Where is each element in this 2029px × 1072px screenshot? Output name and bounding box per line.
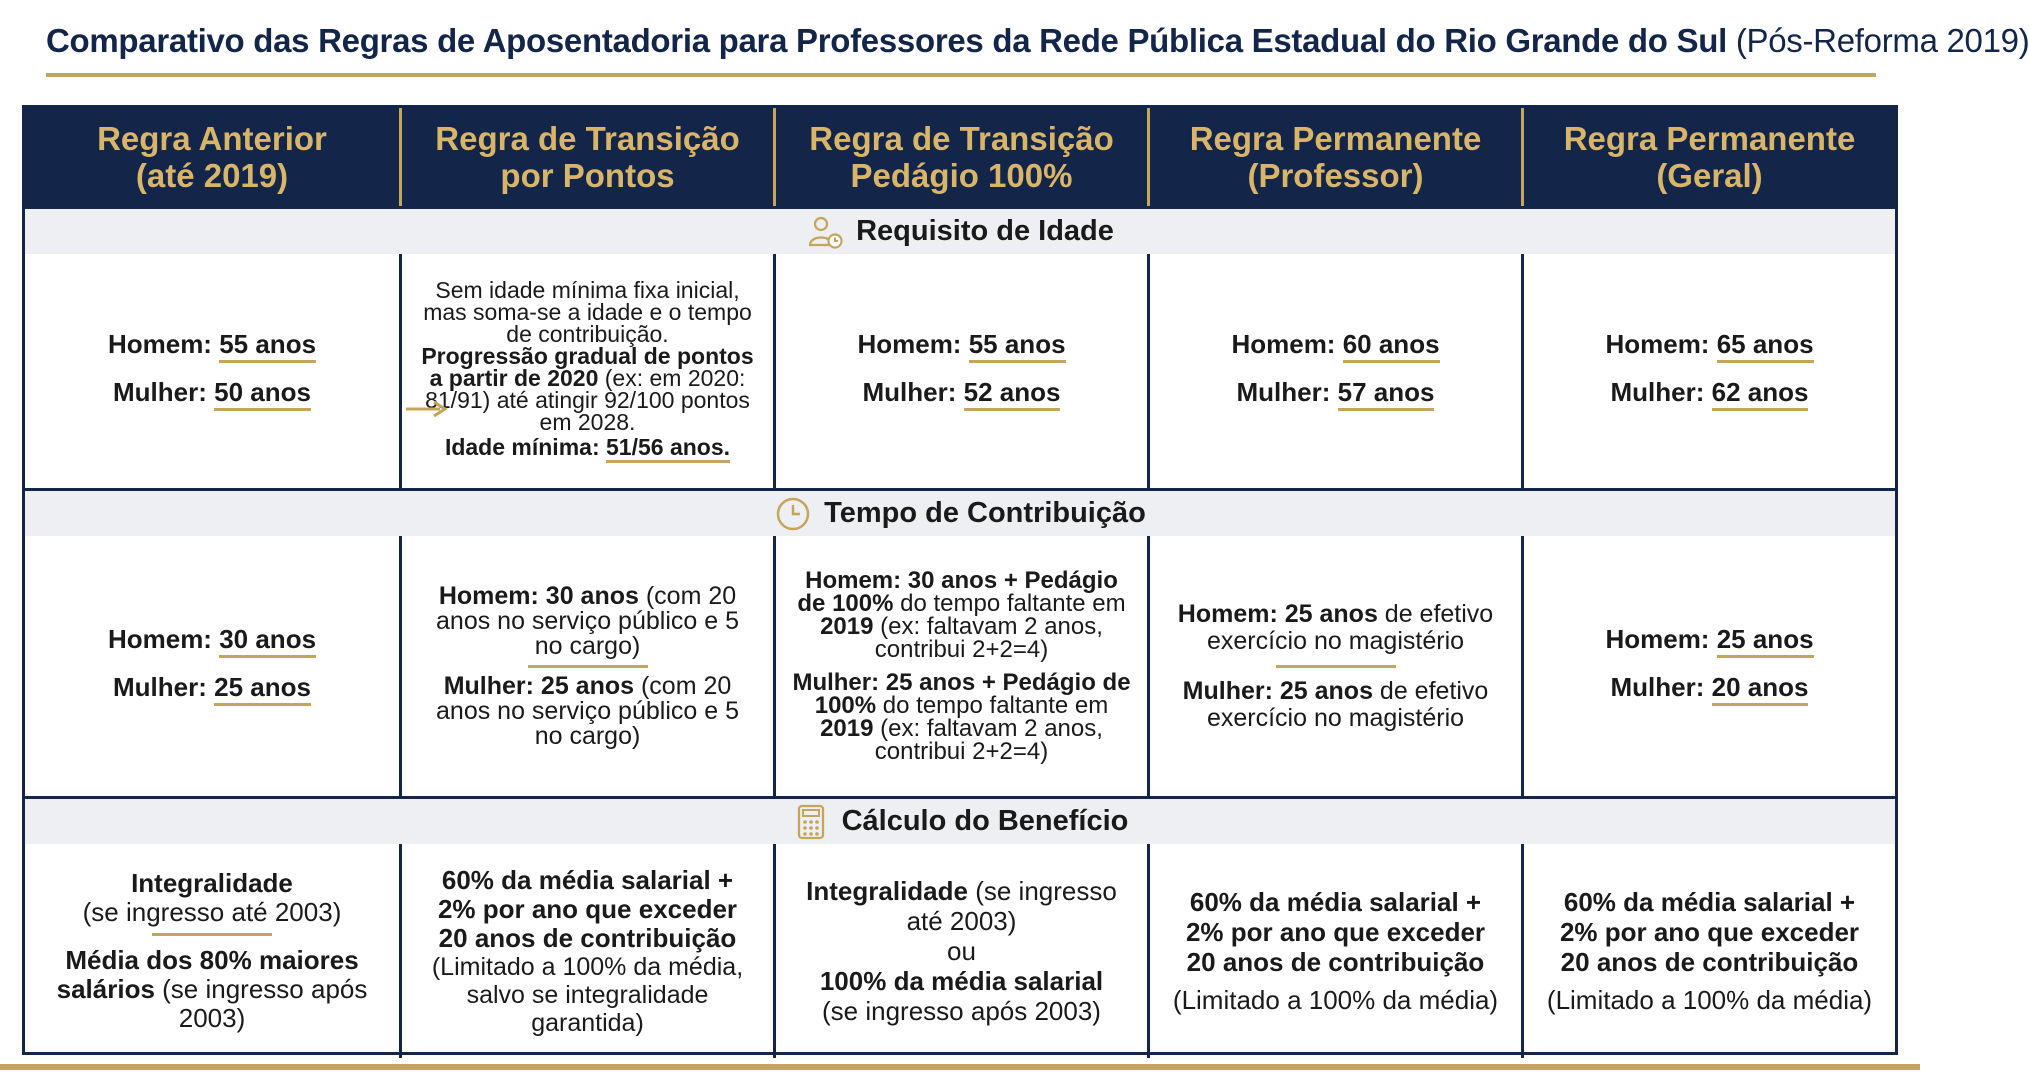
person-clock-icon bbox=[806, 213, 844, 251]
idade-permanente-professor: Homem: 60 anos Mulher: 57 anos bbox=[1147, 254, 1521, 488]
comparison-table bbox=[22, 105, 1898, 1055]
contribuicao-regra-anterior: Homem: 30 anos Mulher: 25 anos bbox=[25, 536, 399, 796]
contribuicao-transicao-pedagio: Homem: 30 anos + Pedágio de 100% do tempo faltante em 2019 (ex: faltavam 2 anos, contribui 2+2=4) Mulher: 25 anos + Pedágio de 100% do tempo faltante em 2019 (ex: faltavam 2 anos, contribui 2+2=4) bbox=[773, 536, 1147, 796]
arrow-right-icon bbox=[406, 400, 448, 418]
section-title: Tempo de Contribuição bbox=[824, 497, 1146, 529]
column-header-regra-anterior: Regra Anterior (até 2019) bbox=[25, 108, 399, 206]
title-underline bbox=[46, 73, 1876, 77]
title-subtitle: (Pós-Reforma 2019) bbox=[1735, 22, 2029, 59]
contribuicao-permanente-geral: Homem: 25 anos Mulher: 20 anos bbox=[1521, 536, 1895, 796]
idade-permanente-geral: Homem: 65 anos Mulher: 62 anos bbox=[1521, 254, 1895, 488]
section-title: Cálculo do Benefício bbox=[841, 805, 1129, 837]
idade-transicao-pontos: Sem idade mínima fixa inicial, mas soma-se a idade e o tempo de contribuição. Progressão gradual de pontos a partir de 2020 (ex: em 2020: 81/91) até atingir 92/100 pontos em 2028. Idade mínima: 51/56 anos. bbox=[399, 254, 773, 488]
section-calculo-beneficio bbox=[25, 796, 1895, 844]
column-header-transicao-pedagio: Regra de Transição Pedágio 100% bbox=[773, 108, 1147, 206]
contribuicao-permanente-professor: Homem: 25 anos de efetivo exercício no magistério Mulher: 25 anos de efetivo exercício no magistério bbox=[1147, 536, 1521, 796]
calculator-icon bbox=[792, 803, 830, 841]
calculo-permanente-professor: 60% da média salarial + 2% por ano que exceder 20 anos de contribuição (Limitado a 100% da média) bbox=[1147, 844, 1521, 1058]
calculo-permanente-geral: 60% da média salarial + 2% por ano que exceder 20 anos de contribuição (Limitado a 100% da média) bbox=[1521, 844, 1895, 1058]
column-header-permanente-geral: Regra Permanente (Geral) bbox=[1521, 108, 1895, 206]
calculo-regra-anterior: Integralidade (se ingresso até 2003) Média dos 80% maiores salários (se ingresso após 2003) bbox=[56, 868, 368, 1033]
section-tempo-contribuicao bbox=[25, 488, 1895, 536]
footer-divider bbox=[0, 1064, 1920, 1070]
page-title bbox=[46, 22, 2029, 60]
column-header-permanente-professor: Regra Permanente (Professor) bbox=[1147, 108, 1521, 206]
calculo-transicao-pedagio: Integralidade (se ingresso até 2003) ou 100% da média salarial (se ingresso após 2003) bbox=[773, 844, 1147, 1058]
idade-transicao-pedagio: Homem: 55 anos Mulher: 52 anos bbox=[773, 254, 1147, 488]
section-requisito-idade bbox=[25, 206, 1895, 254]
clock-icon bbox=[774, 495, 812, 533]
idade-regra-anterior: Homem: 55 anos Mulher: 50 anos bbox=[25, 254, 399, 488]
calculo-transicao-pontos: 60% da média salarial + 2% por ano que exceder 20 anos de contribuição (Limitado a 100% da média, salvo se integralidade garantida) bbox=[399, 844, 773, 1058]
title-main: Comparativo das Regras de Aposentadoria para Professores da Rede Pública Estadual do Rio Grande do Sul bbox=[46, 22, 1727, 59]
column-header-transicao-pontos: Regra de Transição por Pontos bbox=[399, 108, 773, 206]
section-title: Requisito de Idade bbox=[856, 215, 1114, 247]
contribuicao-transicao-pontos: Homem: 30 anos (com 20 anos no serviço público e 5 no cargo) Mulher: 25 anos (com 20 anos no serviço público e 5 no cargo) bbox=[399, 536, 773, 796]
